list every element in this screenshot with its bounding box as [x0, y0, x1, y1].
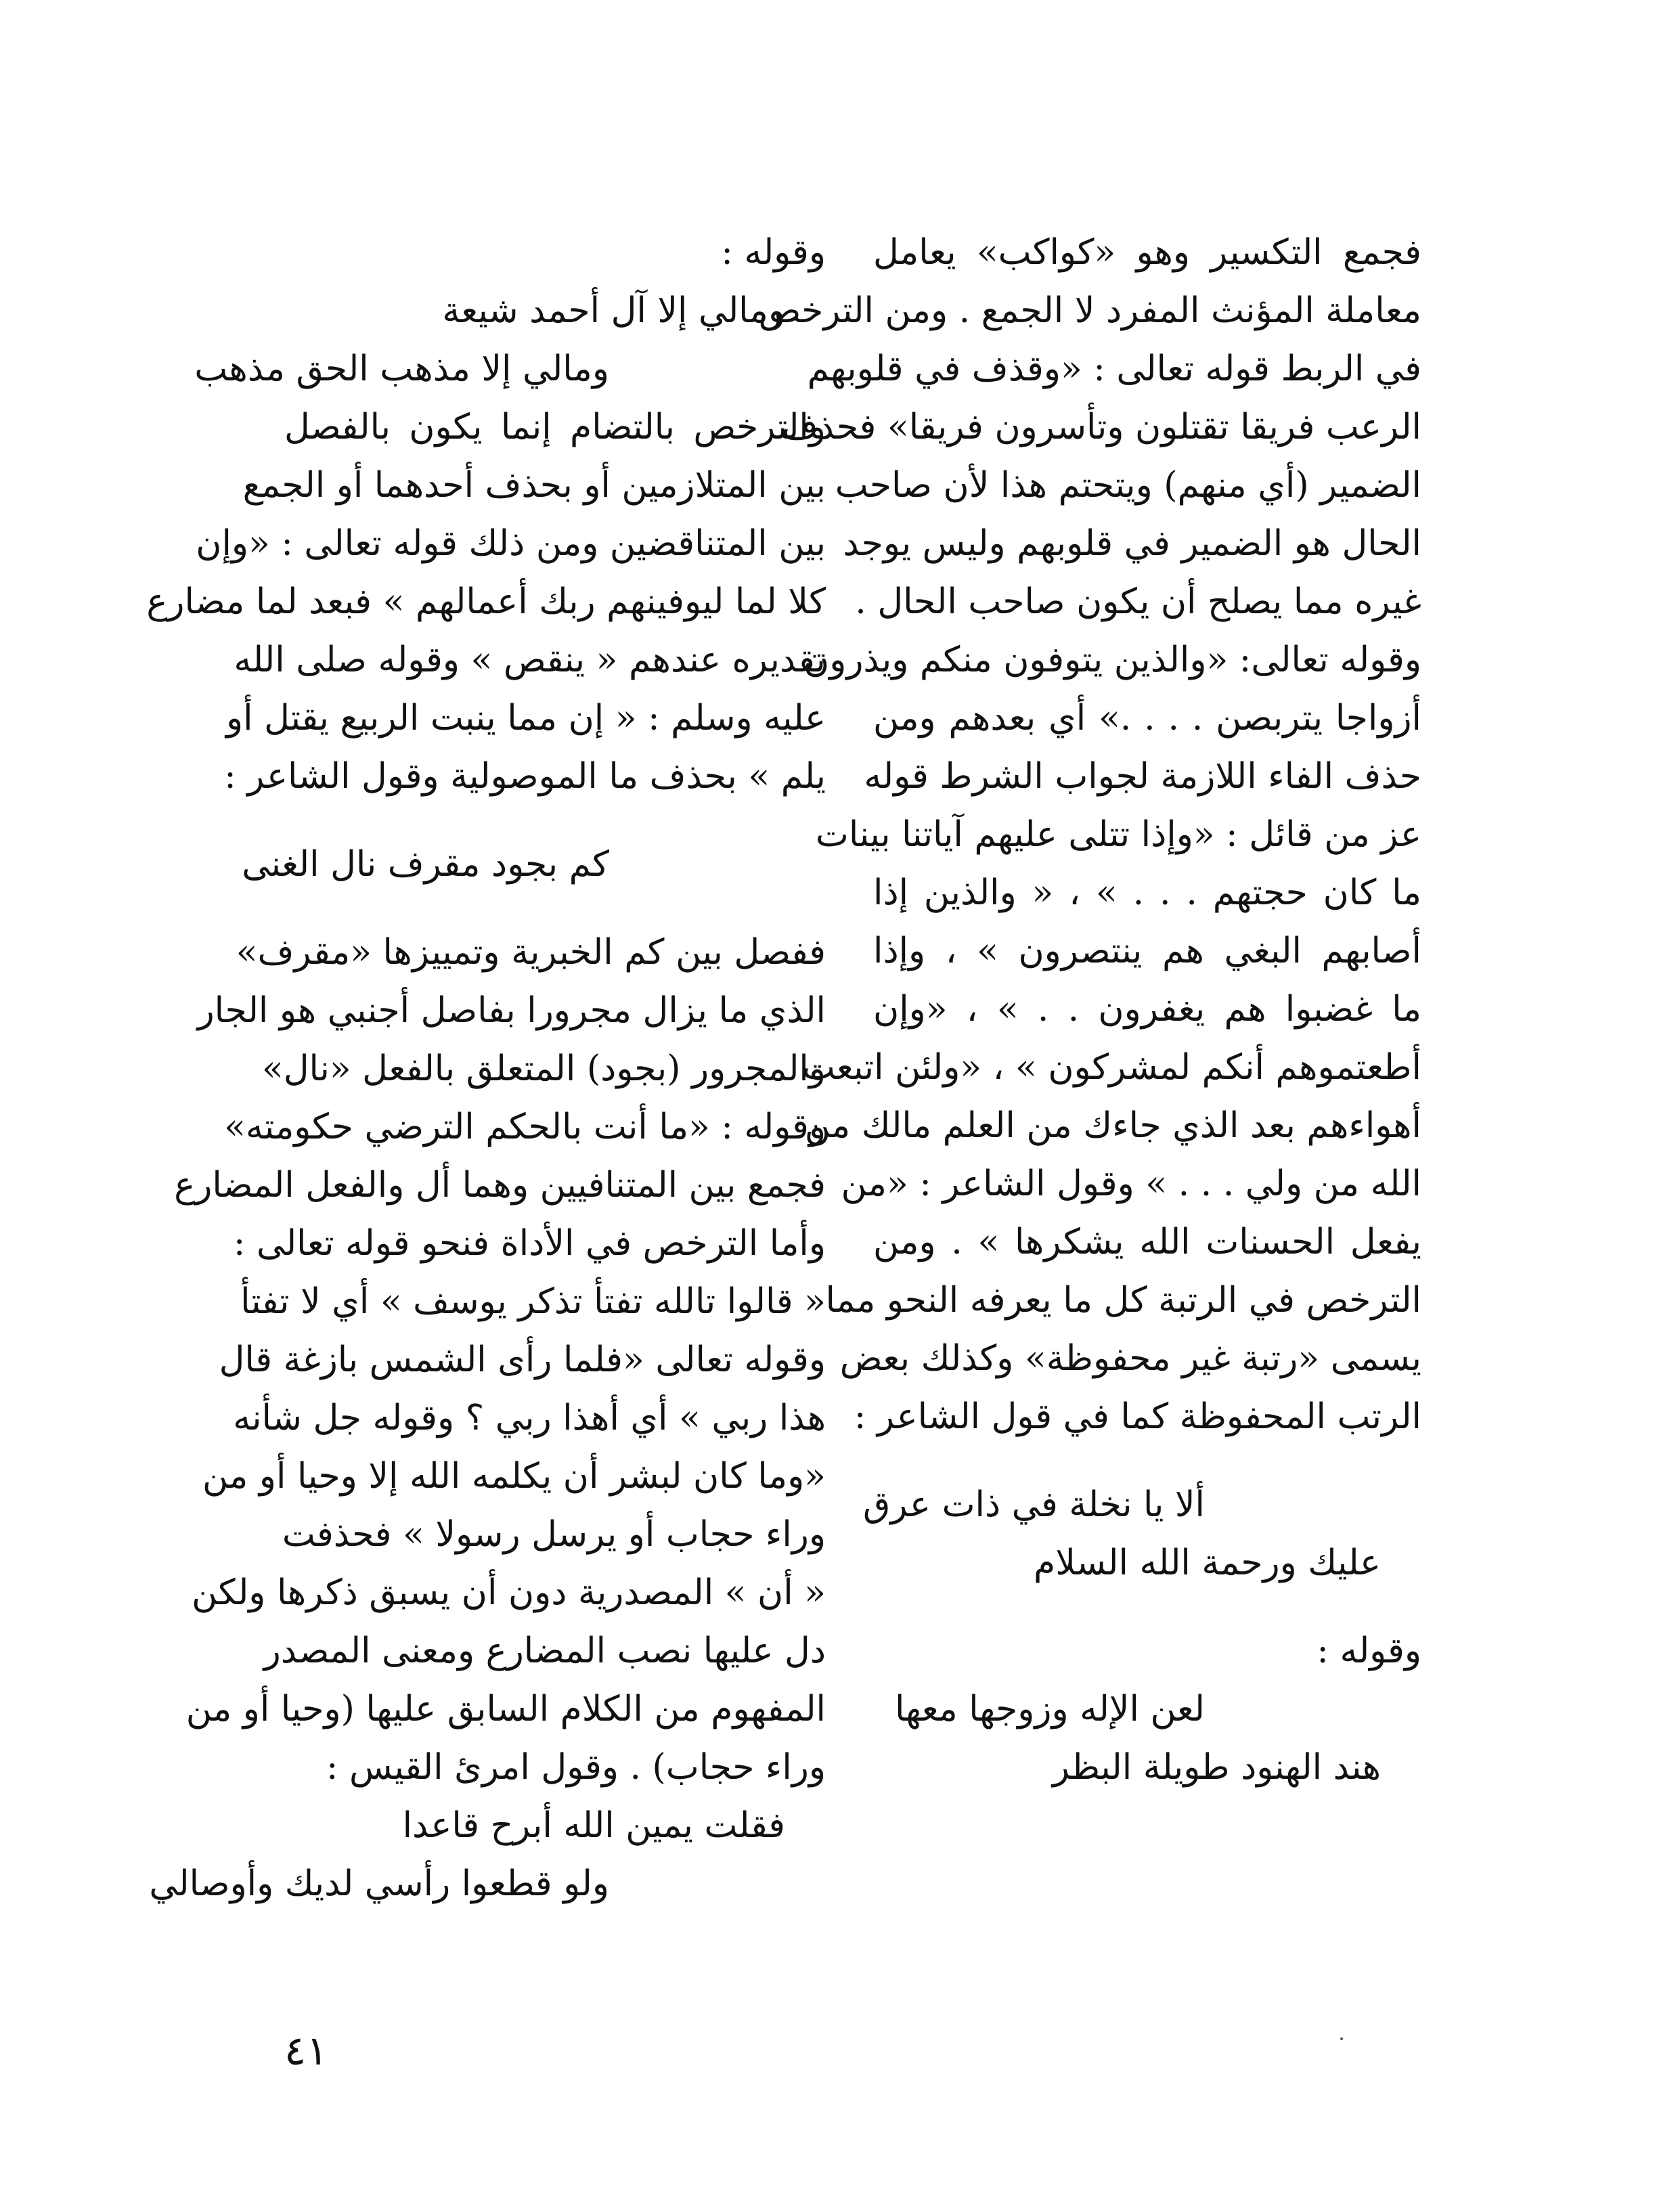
- text-line: معاملة المؤنث المفرد لا الجمع . ومن الترخص: [758, 290, 1421, 331]
- text-line: أطعتموهم أنكم لمشركون » ، «ولئن اتبعت: [801, 1047, 1421, 1088]
- text-line: وقوله : «ما أنت بالحكم الترضي حكومته»: [224, 1107, 826, 1147]
- text-line: دل عليها نصب المضارع ومعنى المصدر: [263, 1631, 826, 1671]
- paragraph-gap: [873, 1592, 1421, 1622]
- verse-line: كم بجود مقرف نال الغنى: [242, 844, 609, 885]
- paragraph-gap: [873, 1446, 1421, 1476]
- verse-line: ألا يا نخلة في ذات عرق: [862, 1484, 1205, 1525]
- text-line: حذف الفاء اللازمة لجواب الشرط قوله: [864, 756, 1421, 797]
- text-line: والترخص بالتضام إنما يكون بالفصل: [284, 407, 826, 447]
- text-line: أصابهم البغي هم ينتصرون » ، وإذا: [873, 931, 1421, 971]
- verse-line: لعن الإله وزوجها معها: [895, 1689, 1205, 1729]
- verse-line: ومالي إلا آل أحمد شيعة: [442, 290, 785, 331]
- verse-line: هند الهنود طويلة البظر: [1052, 1747, 1381, 1788]
- scan-speck: [1340, 2037, 1343, 2040]
- left-column: [146, 223, 826, 1913]
- text-line: الترخص في الرتبة كل ما يعرفه النحو مما: [825, 1280, 1421, 1321]
- text-line: فجمع بين المتنافيين وهما أل والفعل المضارع: [174, 1165, 826, 1206]
- text-line: عليه وسلم : « إن مما ينبت الربيع يقتل أو: [226, 698, 826, 738]
- text-line: وقوله تعالى: «والذين يتوفون منكم ويذرون: [803, 640, 1421, 680]
- text-line: يلم » بحذف ما الموصولية وقول الشاعر :: [224, 756, 826, 797]
- text-line: الرتب المحفوظة كما في قول الشاعر :: [854, 1396, 1421, 1437]
- text-line: ما غضبوا هم يغفرون . . » ، «وإن: [873, 989, 1421, 1030]
- text-line: وراء حجاب أو يرسل رسولا » فحذفت: [282, 1514, 826, 1555]
- right-column: [758, 223, 1421, 1796]
- text-line: في الربط قوله تعالى : «وقذف في قلوبهم: [807, 349, 1421, 389]
- text-line: الضمير (أي منهم) ويتحتم هذا لأن صاحب: [835, 465, 1421, 506]
- verse-line: ولو قطعوا رأسي لديك وأوصالي: [149, 1863, 609, 1904]
- text-line: الذي ما يزال مجرورا بفاصل أجنبي هو الجار: [197, 990, 826, 1031]
- page-number: ٤١: [284, 2027, 328, 2075]
- text-line: ما كان حجتهم . . . » ، « والذين إذا: [873, 873, 1421, 913]
- text-line: أهواءهم بعد الذي جاءك من العلم مالك من: [804, 1105, 1421, 1146]
- text-line: المفهوم من الكلام السابق عليها (وحيا أو من: [185, 1689, 826, 1729]
- verse-line: ومالي إلا مذهب الحق مذهب: [194, 349, 609, 389]
- text-line: وراء حجاب) . وقول امرئ القيس :: [326, 1747, 826, 1788]
- verse-line: عليك ورحمة الله السلام: [1034, 1543, 1381, 1583]
- text-line: وقوله :: [721, 232, 826, 273]
- text-line: « قالوا تالله تفتأ تذكر يوسف » أي لا تفتأ: [240, 1281, 826, 1322]
- text-line: « أن » المصدرية دون أن يسبق ذكرها ولكن: [192, 1572, 826, 1613]
- text-line: غيره مما يصلح أن يكون صاحب الحال .: [855, 581, 1421, 622]
- text-line: هذا ربي » أي أهذا ربي ؟ وقوله جل شأنه: [233, 1398, 826, 1438]
- text-line: «وما كان لبشر أن يكلمه الله إلا وحيا أو من: [202, 1456, 826, 1497]
- text-line: الله من ولي . . . » وقول الشاعر : «من: [841, 1164, 1421, 1204]
- text-line: بين المتلازمين أو بحذف أحدهما أو الجمع: [242, 465, 826, 506]
- text-line: ففصل بين كم الخبرية وتمييزها «مقرف»: [236, 932, 826, 973]
- text-line: تقديره عندهم « ينقص » وقوله صلى الله: [234, 640, 826, 680]
- text-line: كلا لما ليوفينهم ربك أعمالهم » فبعد لما مضارع: [146, 581, 826, 622]
- text-line: فجمع التكسير وهو «كواكب» يعامل: [873, 232, 1421, 273]
- text-line: بين المتناقضين ومن ذلك قوله تعالى : «وإن: [196, 523, 826, 564]
- verse-line: فقلت يمين الله أبرح قاعدا: [402, 1805, 785, 1846]
- text-line: يسمى «رتبة غير محفوظة» وكذلك بعض: [839, 1338, 1421, 1379]
- text-line: عز من قائل : «وإذا تتلى عليهم آياتنا بينات: [815, 814, 1421, 855]
- text-line: الحال هو الضمير في قلوبهم وليس يوجد: [843, 523, 1421, 564]
- text-line: وقوله :: [1317, 1631, 1421, 1671]
- paragraph-gap: [284, 805, 826, 835]
- text-line: والمجرور (بجود) المتعلق بالفعل «نال»: [261, 1048, 826, 1089]
- text-line: الرعب فريقا تقتلون وتأسرون فريقا» فحذف: [781, 407, 1421, 447]
- text-line: أزواجا يتربصن . . . .» أي بعدهم ومن: [873, 698, 1421, 738]
- paragraph-gap: [284, 893, 826, 923]
- text-line: وقوله تعالى «فلما رأى الشمس بازغة قال: [219, 1340, 826, 1380]
- text-line: وأما الترخص في الأداة فنحو قوله تعالى :: [233, 1223, 826, 1264]
- text-line: يفعل الحسنات الله يشكرها » . ومن: [873, 1222, 1421, 1262]
